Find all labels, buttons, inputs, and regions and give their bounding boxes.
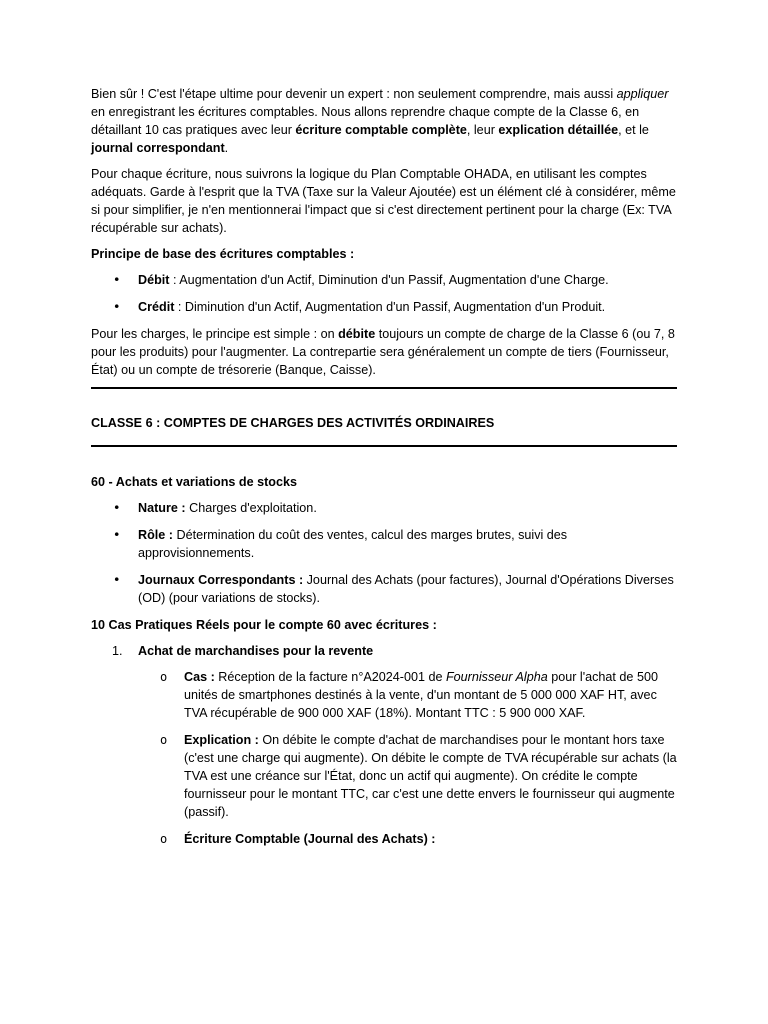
case-explication-label: Explication : <box>184 733 259 747</box>
principe-text: Pour les charges, le principe est simple : on <box>91 327 339 341</box>
case-cas <box>138 668 677 722</box>
case-item-1 <box>91 642 677 848</box>
case-details <box>138 668 677 848</box>
compte-60-title <box>91 473 677 491</box>
compte-60-item-journaux <box>91 571 677 607</box>
principe-title-text: Principe de base des écritures comptables : <box>91 247 355 261</box>
principe-list <box>91 271 677 316</box>
case-supplier-name: Fournisseur Alpha <box>445 670 548 684</box>
compte-60-item-text: Journal des Achats (pour factures), Journal d'Opérations Diverses (OD) (pour variations de stocks). <box>138 573 674 605</box>
principe-item-label: Débit <box>138 273 170 287</box>
case-explication <box>138 731 677 821</box>
principe-item-credit <box>91 298 677 316</box>
compte-60-item-label: Journaux Correspondants : <box>138 573 304 587</box>
intro-paragraph-1 <box>91 85 677 157</box>
cases-title <box>91 616 677 634</box>
cases-title-text: 10 Cas Pratiques Réels pour le compte 60 avec écritures : <box>91 618 437 632</box>
intro-bold-explication: explication détaillée <box>498 123 619 137</box>
case-cas-text: pour l'achat de 500 unités de smartphones destinés à la vente, d'un montant de 5 000 000 XAF HT, avec TVA récupérable de 900 000 XAF (18%). Montant TTC : 5 900 000 XAF. <box>184 670 658 720</box>
intro-bold-ecriture: écriture comptable complète <box>295 123 467 137</box>
compte-60-item-label: Rôle : <box>138 528 173 542</box>
case-ecriture-label: Écriture Comptable (Journal des Achats) : <box>184 832 436 846</box>
case-ecriture <box>138 830 677 848</box>
compte-60-item-label: Nature : <box>138 501 186 515</box>
compte-60-title-text: 60 - Achats et variations de stocks <box>91 475 298 489</box>
principe-bold-debite: débite <box>338 327 376 341</box>
intro-text: , et le <box>618 123 649 137</box>
principe-title <box>91 245 677 263</box>
case-title: Achat de marchandises pour la revente <box>138 644 374 658</box>
principe-item-label: Crédit <box>138 300 175 314</box>
circle-bullet-icon: o <box>160 733 168 747</box>
intro-text: en enregistrant les écritures comptables. Nous allons reprendre chaque compte de la Classe 6, en détaillant 10 cas pratiques avec leur <box>91 105 640 137</box>
principe-item-debit <box>91 271 677 289</box>
section-title: CLASSE 6 : COMPTES DE CHARGES DES ACTIVITÉS ORDINAIRES <box>91 416 495 430</box>
intro-text: Bien sûr ! C'est l'étape ultime pour devenir un expert : non seulement comprendre, mais aussi <box>91 87 617 101</box>
principe-item-text: : Diminution d'un Actif, Augmentation d'un Passif, Augmentation d'un Produit. <box>174 300 606 314</box>
compte-60-item-nature <box>91 499 677 517</box>
intro-text: . <box>224 141 229 155</box>
case-number: 1. <box>112 644 123 658</box>
circle-bullet-icon: o <box>160 832 168 846</box>
compte-60-list <box>91 499 677 607</box>
principe-paragraph <box>91 325 677 379</box>
intro-text: , leur <box>466 123 499 137</box>
compte-60-item-text: Détermination du coût des ventes, calcul des marges brutes, suivi des approvisionnements. <box>138 528 568 560</box>
principe-text: toujours un compte de charge de la Classe 6 (ou 7, 8 pour les produits) pour l'augmenter. La contrepartie sera généralement un compte de tiers (Fournisseur, État) ou un compte de trésorerie (Banque, Caisse). <box>91 327 675 377</box>
cases-list <box>91 642 677 848</box>
case-explication-text: On débite le compte d'achat de marchandises pour le montant hors taxe (c'est une charge qui augmente). On débite le compte de TVA récupérable sur achats (la TVA est une créance sur l'État, donc un actif qui augmente). On crédite le compte fournisseur pour le montant TTC, car c'est une dette envers le fournisseur qui augmente (passif). <box>184 733 677 819</box>
compte-60-item-role <box>91 526 677 562</box>
horizontal-rule <box>91 387 677 389</box>
circle-bullet-icon: o <box>160 670 168 684</box>
case-cas-label: Cas : <box>184 670 215 684</box>
compte-60-item-text: Charges d'exploitation. <box>185 501 317 515</box>
intro-paragraph-2: Pour chaque écriture, nous suivrons la logique du Plan Comptable OHADA, en utilisant les comptes adéquats. Garde à l'esprit que la TVA (Taxe sur la Valeur Ajoutée) est un élément clé à considérer, même si pour simplifier, je n'en mentionnerai l'impact que si c'est directement pertinent pour la charge (Ex: TVA récupérable sur achats). <box>91 167 676 235</box>
principe-item-text: : Augmentation d'un Actif, Diminution d'un Passif, Augmentation d'une Charge. <box>169 273 609 287</box>
intro-emphasis-appliquer: appliquer <box>616 87 669 101</box>
intro-bold-journal: journal correspondant <box>91 141 225 155</box>
case-cas-text: Réception de la facture n°A2024-001 de <box>214 670 446 684</box>
document-body <box>91 85 677 857</box>
horizontal-rule <box>91 445 677 447</box>
